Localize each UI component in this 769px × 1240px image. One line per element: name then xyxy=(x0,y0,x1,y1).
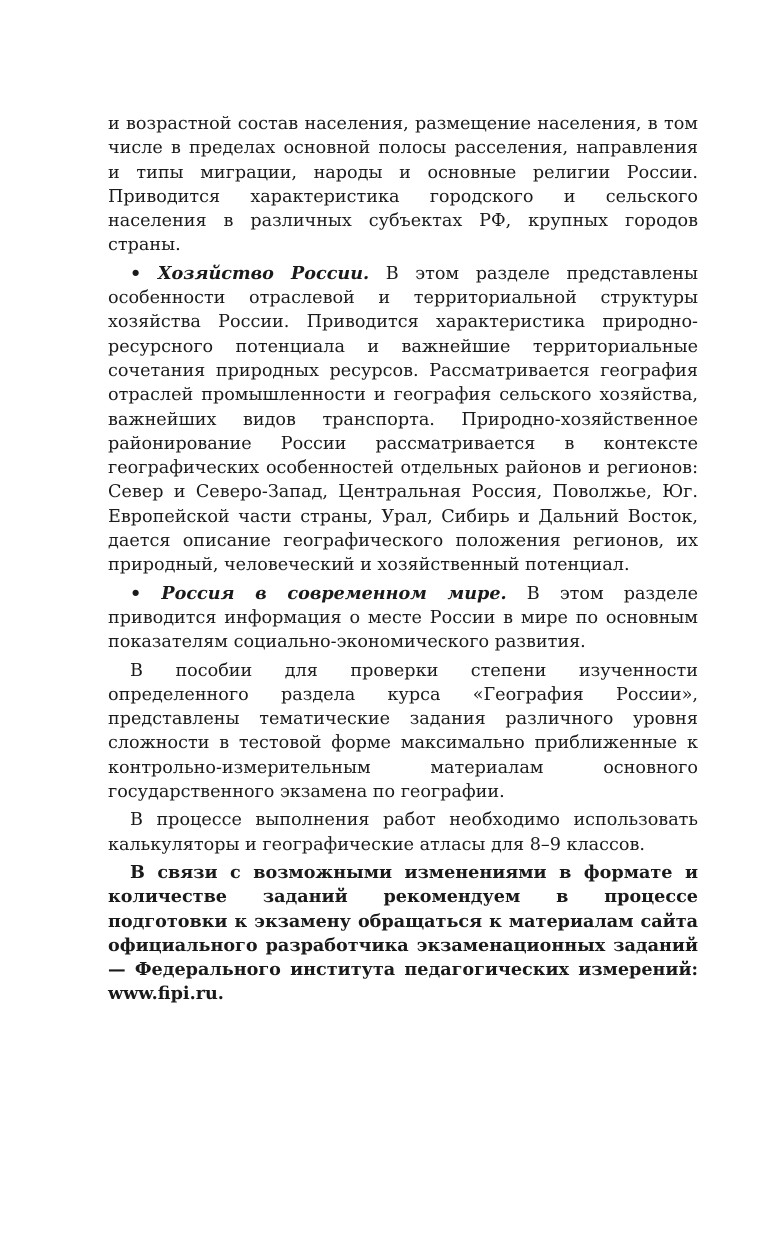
paragraph-economy-body: В этом разделе представлены особенности отраслевой и территориальной структуры хозяйства России. Приводится характеристика природно-ресурсного потенциала и важнейшие территориальные сочетания природных ресурсов. Рассматривается география отраслей промышленности и география сельского хозяйства, важнейших видов транспорта. Природно-хозяйственное районирование России рассматривается в контексте географических особенностей отдельных районов и регионов: Север и Северо-Запад, Центральная Россия, Поволжье, Юг. Европейской части страны, Урал, Сибирь и Дальний Восток, дается описание географического положения регионов, их природный, человеческий и хозяйственный потенциал. xyxy=(108,263,699,576)
bullet-mark: • xyxy=(130,262,142,284)
paragraph-notice: В связи с возможными изменениями в формате и количестве заданий рекомендуем в процессе подготовки к экзамену обращаться к материалам сайта официального разработчика экзаменационных заданий — Федерального института педагогических измерений: www.fipi.ru. xyxy=(108,861,698,1005)
document-page xyxy=(108,112,698,1007)
paragraph-tools: В процессе выполнения работ необходимо использовать калькуляторы и географические атласы для 8–9 классов. xyxy=(108,810,698,855)
bullet-mark: • xyxy=(130,582,142,604)
paragraph-population: и возрастной состав населения, размещение населения, в том числе в пределах основной полосы расселения, направления и типы миграции, народы и основные религии России. Приводится характеристика городского и сельского населения в различных субъектах РФ, крупных городов страны. xyxy=(108,114,698,256)
section-title-economy: Хозяйство России. xyxy=(157,262,370,284)
paragraph-economy xyxy=(108,262,698,578)
paragraph-russia-world xyxy=(108,582,698,655)
paragraph-tasks: В пособии для проверки степени изученности определенного раздела курса «География России», представлены тематические задания различного уровня сложности в тестовой форме максимально приближенные к контрольно-измерительным материалам основного государственного экзамена по географии. xyxy=(108,660,698,803)
section-title-russia-world: Россия в современном мире. xyxy=(161,582,507,604)
paragraph-russia-world-body: В этом разделе приводится информация о месте России в мире по основным показателям социально-экономического развития. xyxy=(108,583,698,653)
